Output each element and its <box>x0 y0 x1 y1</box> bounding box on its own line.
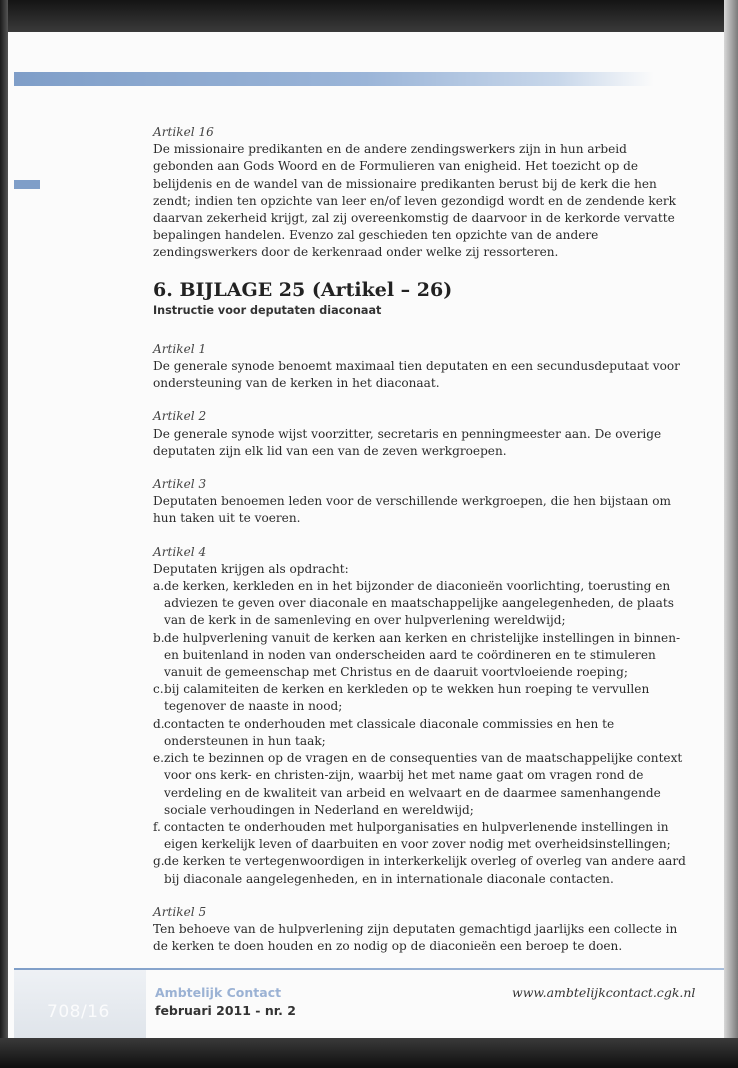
issue-date: februari 2011 - nr. 2 <box>155 1003 296 1018</box>
list-item <box>153 853 687 887</box>
list-item <box>153 681 687 715</box>
list-item-text: contacten te onderhouden met classicale diaconale commissies en hen te ondersteunen in hun taak; <box>164 716 615 748</box>
section-subtitle: Instructie voor deputaten diaconaat <box>153 303 382 317</box>
list-item <box>153 630 687 682</box>
article-3 <box>153 476 687 528</box>
list-marker: b. <box>153 630 165 645</box>
margin-marker <box>14 180 40 189</box>
article-1 <box>153 341 687 393</box>
scan-edge-top <box>0 0 738 32</box>
article-label: Artikel 2 <box>153 409 207 424</box>
scan-edge-right <box>724 0 738 1068</box>
list-item-text: de hulpverlening vanuit de kerken aan kerken en christelijke instellingen in binnen- en buitenland in noden van onderscheiden aard te coördineren en te stimuleren vanuit de gemeenschap met Christus en de daaruit voortvloeiende roeping; <box>164 630 681 680</box>
document-body <box>153 124 687 971</box>
list-item-text: bij calamiteiten de kerken en kerkleden op te wekken hun roeping te vervullen tegenover de naaste in nood; <box>164 682 650 714</box>
list-marker: g. <box>153 854 165 869</box>
article-text: Deputaten benoemen leden voor de verschillende werkgroepen, die hen bijstaan om hun taken uit te voeren. <box>153 494 672 526</box>
list-item <box>153 578 687 630</box>
list-item-text: zich te bezinnen op de vragen en de consequenties van de maatschappelijke context voor ons kerk- en christen-zijn, waarbij het met name gaat om vragen rond de verdeling en de kwaliteit van arbeid en welvaart en de daarmee samenhangende sociale verhoudingen in Nederland en wereldwijd; <box>164 751 683 817</box>
list-item-text: contacten te onderhouden met hulporganisaties en hulpverlenende instellingen in eigen kerkelijk leven of daarbuiten en voor zover nodig met overheidsinstellingen; <box>164 819 671 852</box>
website-url: www.ambtelijkcontact.cgk.nl <box>512 985 696 1000</box>
list-marker: f. <box>153 819 161 834</box>
header-color-band <box>14 72 654 86</box>
article-text: De generale synode wijst voorzitter, secretaris en penningmeester aan. De overige deputaten zijn elk lid van een van de zeven werkgroepen. <box>153 426 662 458</box>
article-label: Artikel 4 <box>153 544 207 559</box>
article-label: Artikel 16 <box>153 125 214 139</box>
article-4 <box>153 544 687 888</box>
article-text: Ten behoeve van de hulpverlening zijn deputaten gemachtigd jaarlijks een collecte in de kerken te doen houden en zo nodig op de diaconieën een beroep te doen. <box>153 921 678 954</box>
list-marker: c. <box>153 682 164 697</box>
scan-edge-left <box>0 0 8 1068</box>
article-intro: Deputaten krijgen als opdracht: <box>153 561 349 576</box>
page-number: 708/16 <box>47 1002 110 1022</box>
task-list <box>153 578 687 888</box>
publication-name: Ambtelijk Contact <box>155 985 282 1000</box>
scan-edge-bottom <box>0 1038 738 1068</box>
article-16 <box>153 124 687 262</box>
list-marker: d. <box>153 716 165 731</box>
list-item-text: de kerken te vertegenwoordigen in interkerkelijk overleg of overleg van andere aard bij diaconale aangelegenheden, en in internationale diaconale contacten. <box>164 854 686 886</box>
list-item <box>153 716 687 750</box>
article-5 <box>153 904 687 956</box>
article-2 <box>153 408 687 460</box>
list-marker: a. <box>153 579 165 594</box>
article-text: De missionaire predikanten en de andere zendingswerkers zijn in hun arbeid gebonden aan Gods Woord en de Formulieren van enigheid. Het toezicht op de belijdenis en de wandel van de missionaire predikanten berust bij de kerk die hen zendt; indien ten opzichte van leer en/of leven gezondigd wordt en de zendende kerk daarvan zekerheid krijgt, zal zij overeenkomstig de daarvoor in de kerkorde vervatte bepalingen handelen. Evenzo zal geschieden ten opzichte van de andere zendingswerkers door de kerkenraad onder welke zij ressorteren. <box>153 142 676 260</box>
article-text: De generale synode benoemt maximaal tien deputaten en een secundusdeputaat voor ondersteuning van de kerken in het diaconaat. <box>153 359 680 391</box>
list-item <box>153 750 687 819</box>
article-label: Artikel 3 <box>153 477 207 492</box>
list-item <box>153 819 687 853</box>
article-label: Artikel 1 <box>153 341 207 356</box>
list-marker: e. <box>153 751 165 766</box>
list-item-text: de kerken, kerkleden en in het bijzonder de diaconieën voorlichting, toerusting en adviezen te geven over diaconale en maatschappelijke aangelegenheden, de plaats van de kerk in de samenleving en over hulpverlening wereldwijd; <box>164 579 674 628</box>
article-label: Artikel 5 <box>153 904 207 919</box>
section-title: 6. BIJLAGE 25 (Artikel – 26) <box>153 278 453 301</box>
